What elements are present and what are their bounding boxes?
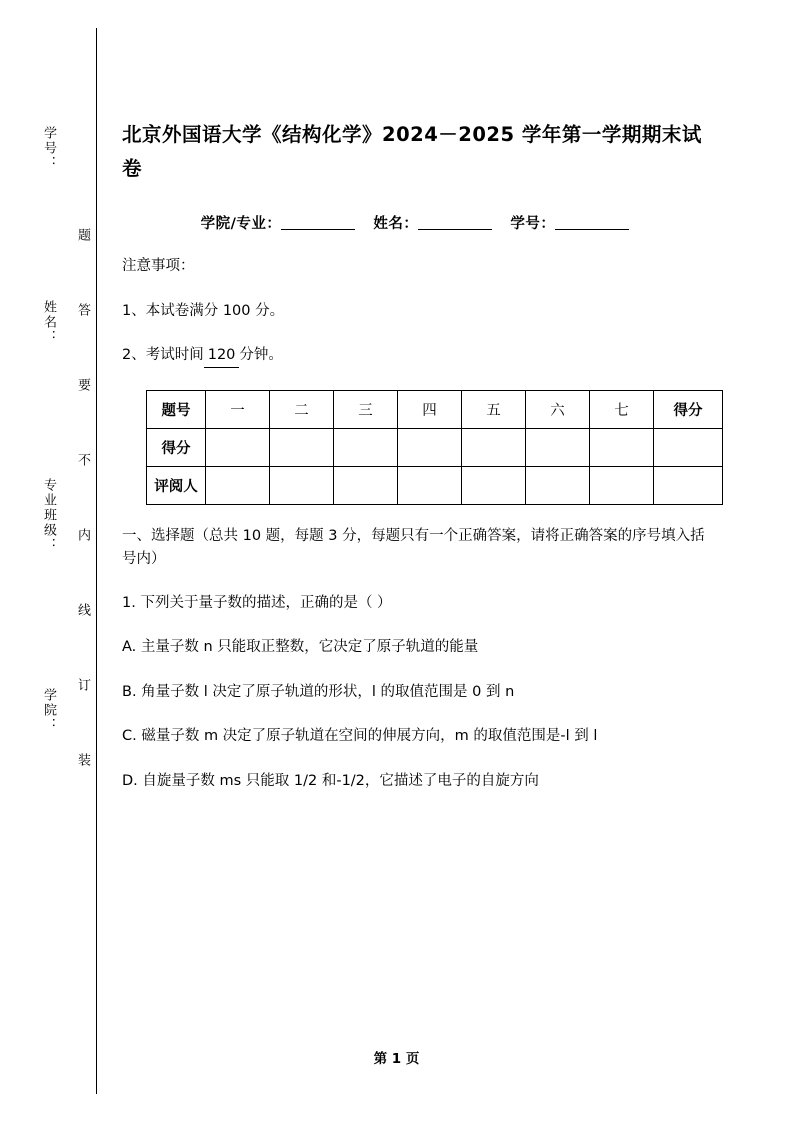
score-table [146, 390, 723, 505]
note-duration-prefix: 2、考试时间 [122, 347, 204, 364]
student-no-label: 学号： [510, 216, 556, 233]
score-cell[interactable] [398, 428, 462, 466]
score-cell[interactable] [334, 428, 398, 466]
note-duration-value: 120 [204, 344, 240, 367]
score-col-header-4: 五 [462, 390, 526, 428]
margin-seal-char-1: 题 [75, 228, 90, 243]
question-1-option-d: D. 自旋量子数 ms 只能取 1/2 和-1/2，它描述了电子的自旋方向 [122, 772, 539, 789]
student-no-blank[interactable] [555, 215, 629, 230]
score-cell[interactable] [526, 428, 590, 466]
score-cell[interactable] [206, 428, 270, 466]
section-1-heading: 一、选择题（总共 10 题，每题 3 分，每题只有一个正确答案，请将正确答案的序号填入括号内） [122, 527, 705, 568]
score-col-header-0: 一 [206, 390, 270, 428]
margin-seal-char-4: 不 [75, 453, 90, 468]
score-row-header-1: 得分 [147, 428, 206, 466]
score-col-header-5: 六 [526, 390, 590, 428]
note-exam-duration [122, 344, 708, 367]
name-label: 姓名： [373, 216, 419, 233]
margin-outer-column [24, 28, 58, 1094]
table-row [147, 466, 723, 504]
college-major-label: 学院/专业： [200, 216, 282, 233]
question-1-option-c: C. 磁量子数 m 决定了原子轨道在空间的伸展方向，m 的取值范围是-l 到 l [122, 728, 598, 745]
table-row [147, 390, 723, 428]
question-1-stem: 1. 下列关于量子数的描述，正确的是（ ） [122, 594, 392, 611]
reviewer-cell[interactable] [462, 466, 526, 504]
score-col-header-7: 得分 [654, 390, 723, 428]
score-cell[interactable] [462, 428, 526, 466]
vertical-rule [96, 28, 97, 1094]
margin-label-student-no: 学号： [41, 126, 56, 171]
margin-seal-char-3: 要 [75, 378, 90, 393]
score-row-header-2: 评阅人 [147, 466, 206, 504]
name-blank[interactable] [418, 215, 492, 230]
exam-page [122, 0, 708, 793]
question-1-option-b: B. 角量子数 l 决定了原子轨道的形状，l 的取值范围是 0 到 n [122, 683, 515, 700]
margin-seal-char-2: 答 [75, 303, 90, 318]
score-col-header-2: 三 [334, 390, 398, 428]
margin-label-name: 姓名： [41, 300, 56, 345]
margin-label-class: 专业班级： [41, 478, 56, 553]
margin-inner-column [58, 28, 92, 1094]
margin-seal-char-7: 订 [75, 678, 90, 693]
score-col-header-3: 四 [398, 390, 462, 428]
notes-heading: 注意事项： [122, 258, 195, 275]
score-cell[interactable] [590, 428, 654, 466]
page-title: 北京外国语大学《结构化学》2024－2025 学年第一学期期末试卷 [122, 123, 702, 181]
reviewer-cell[interactable] [526, 466, 590, 504]
reviewer-cell[interactable] [206, 466, 270, 504]
note-duration-suffix: 分钟。 [239, 347, 283, 364]
note-total-score: 1、本试卷满分 100 分。 [122, 302, 285, 319]
college-major-blank[interactable] [281, 215, 355, 230]
margin-seal-char-6: 线 [75, 603, 90, 618]
reviewer-cell[interactable] [590, 466, 654, 504]
identity-line [122, 212, 708, 233]
reviewer-cell[interactable] [334, 466, 398, 504]
page-footer: 第 1 页 [373, 1051, 420, 1067]
margin-seal-char-5: 内 [75, 528, 90, 543]
score-col-header-1: 二 [270, 390, 334, 428]
question-1-option-a: A. 主量子数 n 只能取正整数，它决定了原子轨道的能量 [122, 639, 479, 656]
score-row-header-0: 题号 [147, 390, 206, 428]
reviewer-cell[interactable] [654, 466, 723, 504]
margin-label-college: 学院： [41, 688, 56, 733]
table-row [147, 428, 723, 466]
score-cell[interactable] [654, 428, 723, 466]
reviewer-cell[interactable] [398, 466, 462, 504]
score-col-header-6: 七 [590, 390, 654, 428]
score-cell[interactable] [270, 428, 334, 466]
reviewer-cell[interactable] [270, 466, 334, 504]
margin-seal-char-8: 装 [75, 753, 90, 768]
